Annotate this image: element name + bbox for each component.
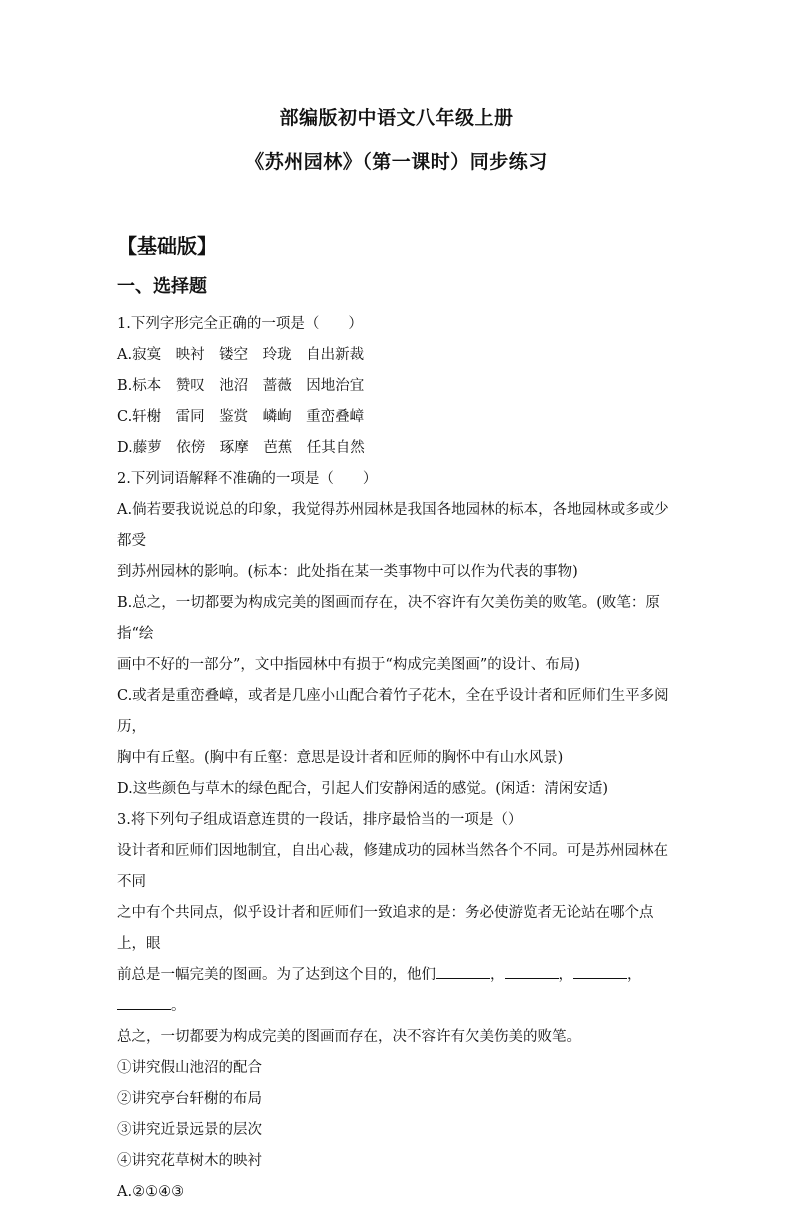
q3-item-2: ②讲究亭台轩榭的布局 [117,1091,262,1107]
sentence-end: 。 [171,998,186,1014]
document-title: 部编版初中语文八年级上册 [279,107,514,129]
q3-option-a: A.②①④③ [117,1184,185,1200]
document-subtitle: 《苏州园林》（第一课时）同步练习 [245,151,548,173]
q3-passage-line2: 之中有个共同点，似乎设计者和匠师们一致追求的是：务必使游览者无论站在哪个点上，眼 [117,905,654,952]
q3-item-1: ①讲究假山池沼的配合 [117,1060,262,1076]
q3-item-4: ④讲究花草树木的映衬 [117,1153,262,1169]
level-heading: 【基础版】 [117,234,217,258]
section-heading: 一、选择题 [117,276,207,297]
question-body [117,309,682,1208]
q3-passage-line4: 总之，一切都要为构成完美的图画而存在，决不容许有欠美伤美的败笔。 [117,1029,581,1045]
answer-blank-2[interactable] [505,964,559,979]
q1-option-a: A.寂寞 映衬 镂空 玲珑 自出新裁 [117,347,365,363]
q2-option-c-line2: 胸中有丘壑。(胸中有丘壑：意思是设计者和匠师的胸怀中有山水风景) [117,750,564,766]
q1-option-c: C.轩榭 雷同 鉴赏 嶙峋 重峦叠嶂 [117,409,365,425]
q1-option-d: D.藤萝 依傍 琢摩 芭蕉 任其自然 [117,440,365,456]
answer-blank-4[interactable] [117,995,171,1010]
q1-option-b: B.标本 赞叹 池沼 蔷薇 因地治宜 [117,378,365,394]
q3-passage-line3-text: 前总是一幅完美的图画。为了达到这个目的，他们 [117,967,436,983]
blank-separator: ， [558,967,573,983]
q2-stem: 2.下列词语解释不准确的一项是（ ） [117,471,378,487]
q3-stem: 3.将下列句子组成语意连贯的一段话，排序最恰当的一项是（） [117,812,523,828]
blank-separator: ， [490,967,505,983]
q2-option-a-line1: A.倘若要我说说总的印象，我觉得苏州园林是我国各地园林的标本，各地园林或多或少都受 [117,502,669,549]
answer-blank-1[interactable] [436,964,490,979]
q2-option-b-line2: 画中不好的一部分”，文中指园林中有损于“构成完美图画”的设计、布局) [117,657,580,673]
answer-blank-3[interactable] [573,964,627,979]
q2-option-d: D.这些颜色与草木的绿色配合，引起人们安静闲适的感觉。(闲适：清闲安适) [117,781,609,797]
q2-option-c-line1: C.或者是重峦叠嶂，或者是几座小山配合着竹子花木，全在乎设计者和匠师们生平多阅历， [117,688,669,735]
q2-option-b-line1: B.总之，一切都要为构成完美的图画而存在，决不容许有欠美伤美的败笔。(败笔：原指“绘 [117,595,660,642]
q3-item-3: ③讲究近景远景的层次 [117,1122,262,1138]
blank-separator: ， [627,967,642,983]
q2-option-a-line2: 到苏州园林的影响。(标本：此处指在某一类事物中可以作为代表的事物) [117,564,578,580]
q3-passage-line1: 设计者和匠师们因地制宜，自出心裁，修建成功的园林当然各个不同。可是苏州园林在不同 [117,843,668,890]
q3-passage-line3 [117,960,682,1022]
q1-stem: 1.下列字形完全正确的一项是（ ） [117,316,363,332]
